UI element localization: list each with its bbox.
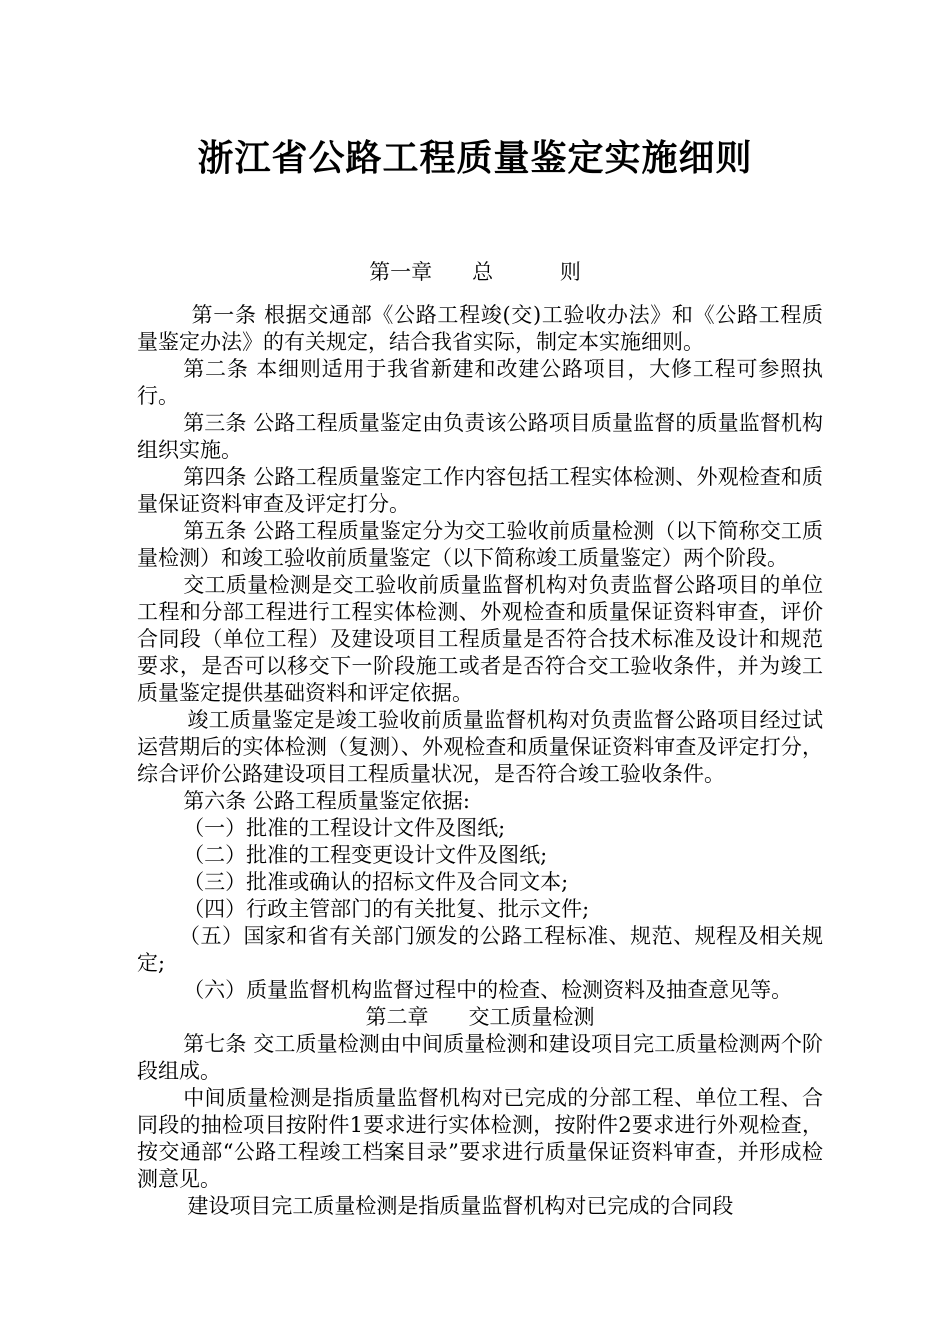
basis-item-3: （三）批准或确认的招标文件及合同文本;: [183, 870, 569, 894]
chapter-heading-1: 第一章 总 则: [369, 260, 581, 284]
article-2: 第二条 本细则适用于我省新建和改建公路项目，大修工程可参照执行。: [137, 357, 823, 408]
basis-item-4: （四）行政主管部门的有关批复、批示文件;: [183, 897, 590, 921]
article-4: 第四条 公路工程质量鉴定工作内容包括工程实体检测、外观检查和质量保证资料审查及评定打分。: [137, 465, 823, 516]
paragraph-completion-inspection: 建设项目完工质量检测是指质量监督机构对已完成的合同段: [187, 1194, 734, 1218]
chapter-heading-2: 第二章 交工质量检测: [365, 1005, 595, 1029]
document-body: [137, 302, 823, 1220]
paragraph-interim-inspection: 中间质量检测是指质量监督机构对已完成的分部工程、单位工程、合同段的抽检项目按附件1要求进行实体检测，按附件2要求进行外观检查，按交通部“公路工程竣工档案目录”要求进行质量保证资料审查，并形成检测意见。: [137, 1086, 823, 1191]
basis-item-5: （五）国家和省有关部门颁发的公路工程标准、规范、规程及相关规定;: [137, 924, 823, 975]
basis-item-1: （一）批准的工程设计文件及图纸;: [183, 816, 506, 840]
article-7: 第七条 交工质量检测由中间质量检测和建设项目完工质量检测两个阶段组成。: [137, 1032, 823, 1083]
paragraph-completion-appraisal: 竣工质量鉴定是竣工验收前质量监督机构对负责监督公路项目经过试运营期后的实体检测（复测）、外观检查和质量保证资料审查及评定打分，综合评价公路建设项目工程质量状况，是否符合竣工验收条件。: [137, 708, 823, 786]
paragraph-handover-inspection: 交工质量检测是交工验收前质量监督机构对负责监督公路项目的单位工程和分部工程进行工程实体检测、外观检查和质量保证资料审查，评价合同段（单位工程）及建设项目工程质量是否符合技术标准及设计和规范要求，是否可以移交下一阶段施工或者是否符合交工验收条件，并为竣工质量鉴定提供基础资料和评定依据。: [137, 573, 823, 705]
document-title: 浙江省公路工程质量鉴定实施细则: [197, 138, 753, 179]
article-1: 第一条 根据交通部《公路工程竣(交)工验收办法》和《公路工程质量鉴定办法》的有关规定，结合我省实际，制定本实施细则。: [137, 303, 823, 354]
article-6: 第六条 公路工程质量鉴定依据:: [183, 789, 470, 813]
basis-item-6: （六）质量监督机构监督过程中的检查、检测资料及抽查意见等。: [183, 978, 793, 1002]
article-5: 第五条 公路工程质量鉴定分为交工验收前质量检测（以下简称交工质量检测）和竣工验收前质量鉴定（以下简称竣工质量鉴定）两个阶段。: [137, 519, 823, 570]
basis-item-2: （二）批准的工程变更设计文件及图纸;: [183, 843, 548, 867]
article-3: 第三条 公路工程质量鉴定由负责该公路项目质量监督的质量监督机构组织实施。: [137, 411, 823, 462]
